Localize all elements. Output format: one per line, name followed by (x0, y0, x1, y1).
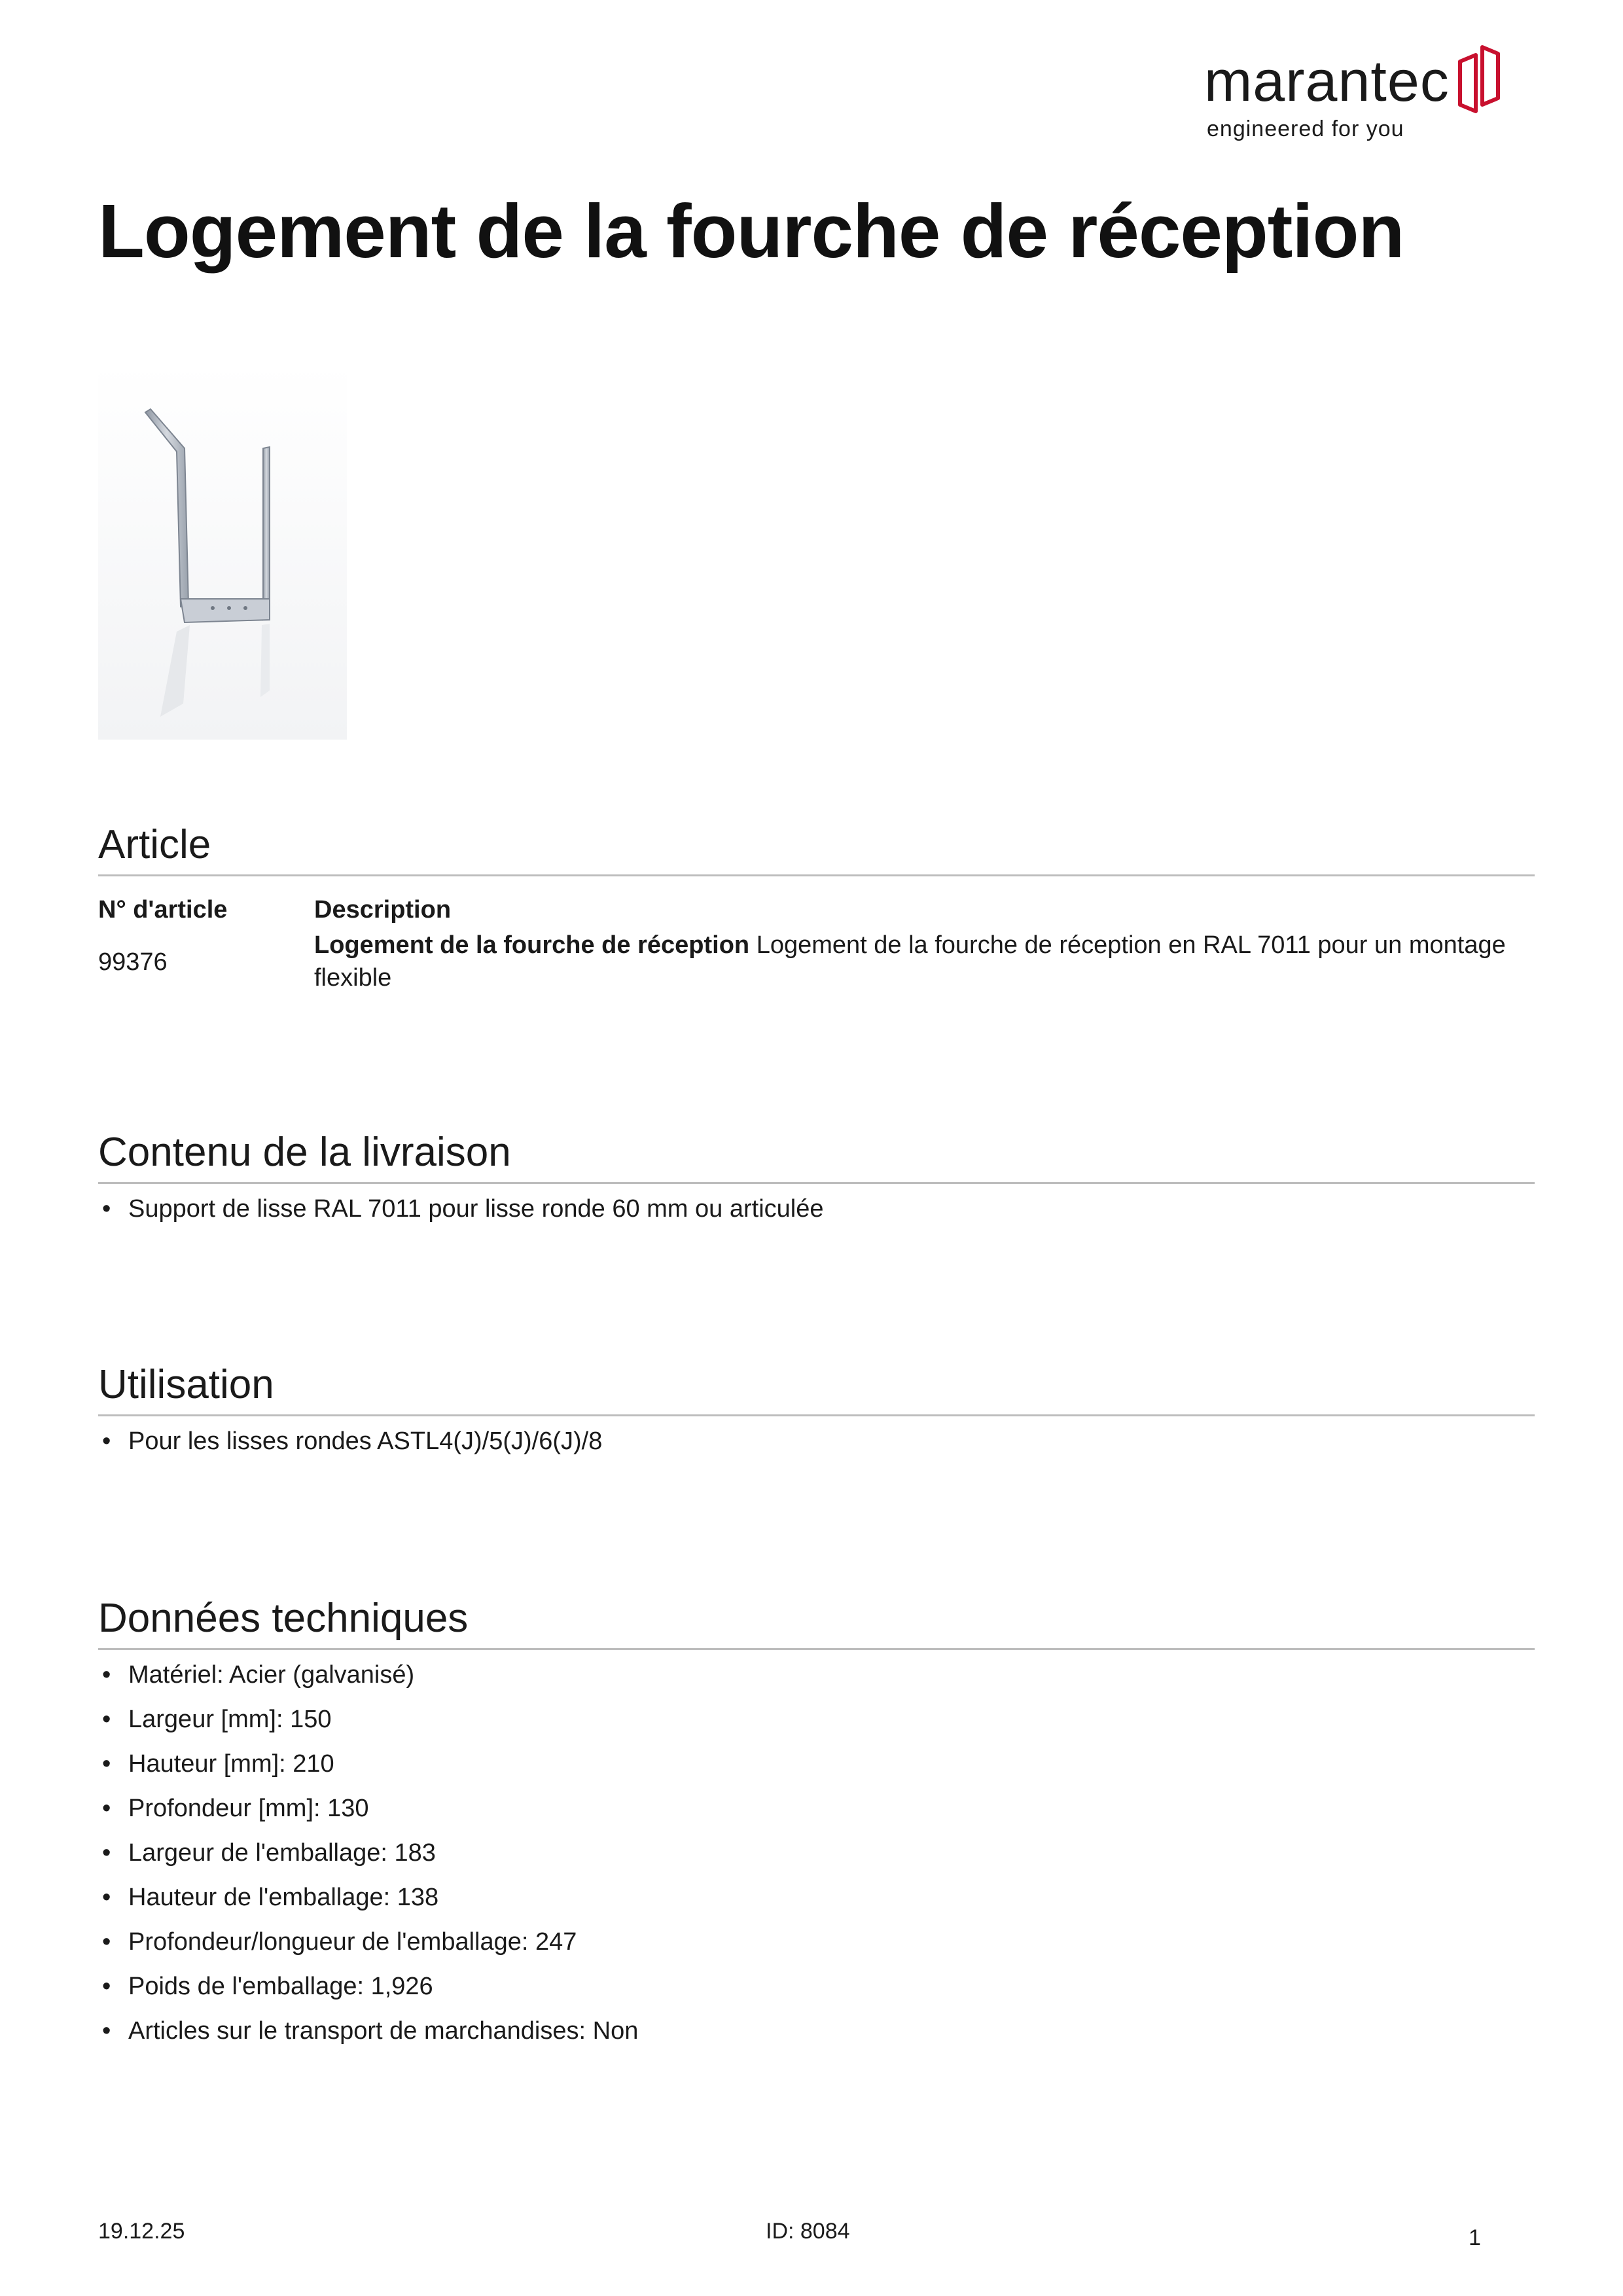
list-item: • Largeur [mm]: 150 (98, 1697, 1535, 1742)
list-item: • Pour les lisses rondes ASTL4(J)/5(J)/6(J)/8 (98, 1419, 1535, 1463)
delivery-list (98, 1187, 1535, 1231)
article-description-text: Logement de la fourche de réception en RAL 7011 pour un montage flexible (314, 931, 1506, 992)
delivery-divider (98, 1182, 1535, 1184)
list-item: • Matériel: Acier (galvanisé) (98, 1653, 1535, 1697)
list-item: • Poids de l'emballage: 1,926 (98, 1964, 1535, 2009)
list-item: • Support de lisse RAL 7011 pour lisse ronde 60 mm ou articulée (98, 1187, 1535, 1231)
list-item: • Largeur de l'emballage: 183 (98, 1831, 1535, 1875)
article-table-header (98, 891, 1535, 929)
technical-divider (98, 1648, 1535, 1650)
brand-tagline: engineered for you (1207, 117, 1404, 141)
list-item: • Profondeur [mm]: 130 (98, 1786, 1535, 1831)
page-title: Logement de la fourche de réception (98, 188, 1404, 274)
technical-heading: Données techniques (98, 1596, 469, 1641)
usage-list (98, 1419, 1535, 1463)
usage-heading: Utilisation (98, 1362, 274, 1407)
brand-name: marantec (1204, 48, 1450, 113)
footer-page-number: 1 (1469, 2225, 1481, 2250)
list-item: • Articles sur le transport de marchandises: Non (98, 2009, 1535, 2053)
article-divider (98, 874, 1535, 876)
article-description (314, 929, 1535, 994)
technical-section (98, 1595, 1535, 2053)
brand-logo (1204, 39, 1505, 151)
delivery-heading: Contenu de la livraison (98, 1130, 511, 1175)
brand-mark-icon (1456, 43, 1503, 115)
article-table (98, 891, 1535, 994)
footer-date: 19.12.25 (98, 2219, 185, 2244)
article-heading: Article (98, 822, 211, 867)
list-item: • Profondeur/longueur de l'emballage: 247 (98, 1920, 1535, 1964)
usage-divider (98, 1414, 1535, 1416)
usage-section (98, 1361, 1535, 1463)
technical-list (98, 1653, 1535, 2053)
delivery-section (98, 1129, 1535, 1231)
article-description-header: Description (314, 895, 452, 924)
article-number-header: N° d'article (98, 895, 228, 924)
article-section (98, 821, 1535, 994)
footer-id: ID: 8084 (766, 2219, 850, 2244)
list-item: • Hauteur de l'emballage: 138 (98, 1875, 1535, 1920)
list-item: • Hauteur [mm]: 210 (98, 1742, 1535, 1786)
article-number: 99376 (98, 948, 168, 977)
table-row (98, 929, 1535, 994)
product-image (98, 363, 347, 740)
article-description-bold: Logement de la fourche de réception (314, 931, 750, 960)
